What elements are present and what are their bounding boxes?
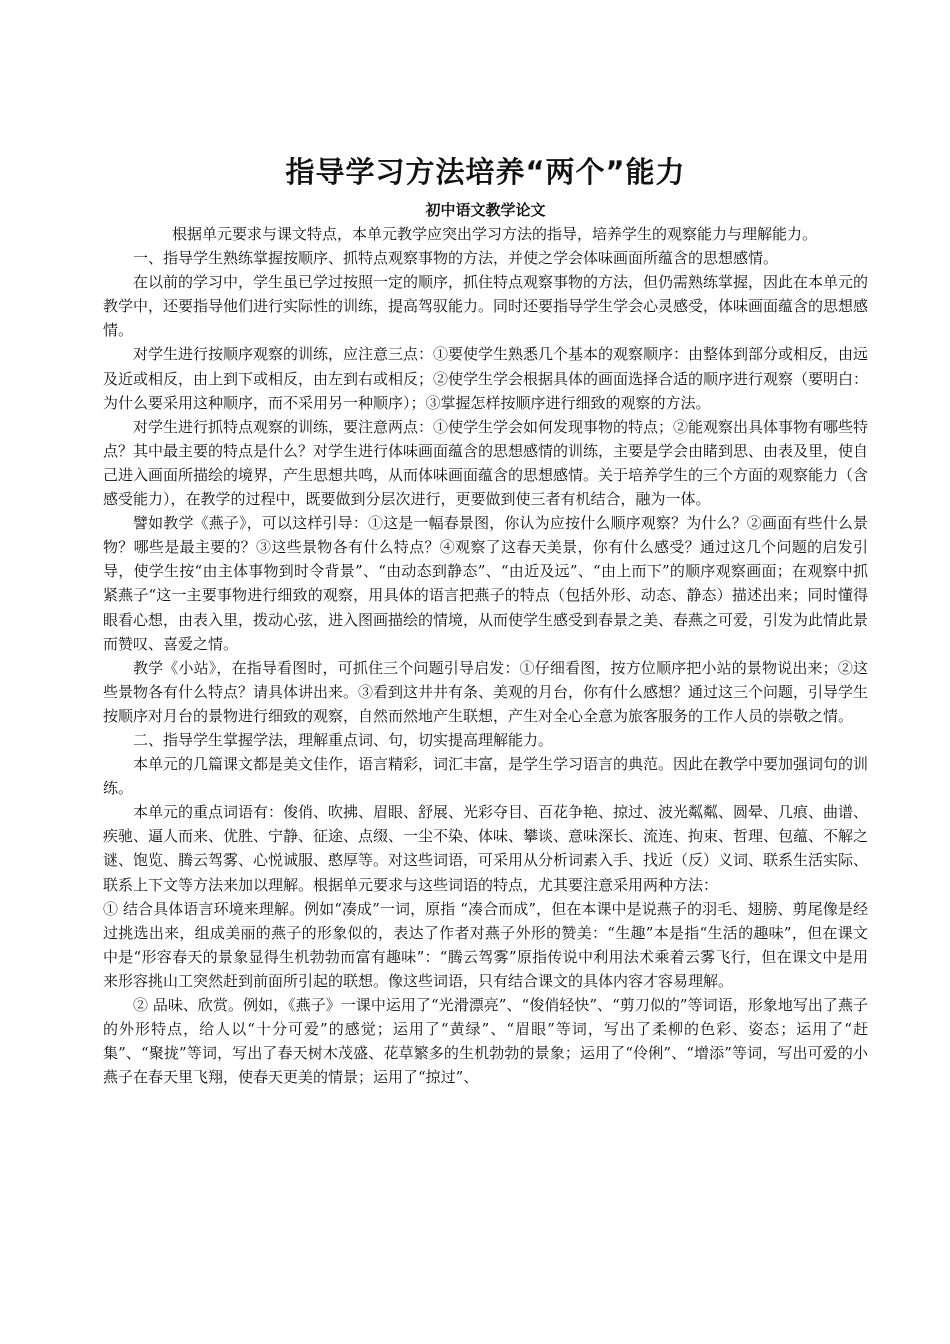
paragraph: ① 结合具体语言环境来理解。例如“凑成”一词，原指 “凑合而成”，但在本课中是说燕子的羽毛、翅膀、剪尾像是经过挑选出来，组成美丽的燕子的形象似的，表达了作者对燕子外形的赞美：“生趣”本是指“生活的趣味”，但在课文中是“形容春天的景象显得生机勃勃而富有趣味”：“腾云驾雾”原指传说中利用法术乘着云雾飞行，但在课文中是用来形容挑山工突然赶到前面所引起的联想。像这些词语，只有结合课文的具体内容才容易理解。 [103,899,868,990]
section-heading-2: 二、指导学生掌握学法，理解重点词、句，切实提高理解能力。 [133,730,554,749]
paragraph: 本单元的重点词语有：俊俏、吹拂、眉眼、舒展、光彩夺目、百花争艳、掠过、波光粼粼、圆晕、几痕、曲谱、疾驰、逼人而来、优胜、宁静、征途、点缀、一尘不染、体味、攀谈、意味深长、流连、拘束、哲理、包蕴、不解之谜、饱览、腾云驾雾、心悦诚服、憨厚等。对这些词语，可采用从分析词素入手、找近（反）义词、联系生活实际、联系上下文等方法来加以理解。根据单元要求与这些词语的特点，尤其要注意采用两种方法： [103,803,869,894]
section-heading-1: 一、指导学生熟练掌握按顺序、抓特点观察事物的方法，并使之学会体味画面所蕴含的思想感情。 [133,249,779,268]
paragraph: 譬如教学《燕子》，可以这样引导：①这是一幅春景图，你认为应按什么顺序观察？为什么？②画面有些什么景物？哪些是最主要的？③这些景物各有什么特点？④观察了这春天美景，你有什么感受？通过这几个问题的启发引导，使学生按“由主体事物到时令背景”、“由动态到静态”、“由近及远”、“由上而下”的顺序观察画面；在观察中抓紧燕子“这一主要事物进行细致的观察，用具体的语言把燕子的特点（包括外形、动态、静态）描述出来；同时懂得眼看心想，由表入里，拨动心弦，进入图画描绘的情境，从而使学生感受到春景之美、春燕之可爱，引发为此情此景而赞叹、喜爱之情。 [103,514,869,653]
paragraph: ② 品味、欣赏。例如，《燕子》一课中运用了“光滑漂亮”、“俊俏轻快”、“剪刀似的”等词语，形象地写出了燕子的外形特点，给人以“十分可爱”的感觉；运用了“黄绿”、“眉眼”等词，写出了柔柳的色彩、姿态；运用了“赶集”、“聚拢”等词，写出了春天树木茂盛、花草繁多的生机勃勃的景象；运用了“伶俐”、“增添”等词，写出可爱的小燕子在春天里飞翔，使春天更美的情景；运用了“掠过”、 [103,996,868,1087]
document-title: 指导学习方法培养“两个”能力 [285,155,686,189]
document-page [103,150,868,1089]
paragraph: 根据单元要求与课文特点，本单元教学应突出学习方法的指导，培养学生的观察能力与理解能力。 [172,225,818,243]
paragraph: 在以前的学习中，学生虽已学过按照一定的顺序，抓住特点观察事物的方法，但仍需熟练掌握，因此在本单元的教学中，还要指导他们进行实际性的训练，提高驾驭能力。同时还要指导学生学会心灵感受，体味画面蕴含的思想感情。 [103,273,869,340]
paragraph: 教学《小站》，在指导看图时，可抓住三个问题引导启发：①仔细看图，按方位顺序把小站的景物说出来；②这些景物各有什么特点？请具体讲出来。③看到这井井有条、美观的月台，你有什么感想？通过这三个问题，引导学生按顺序对月台的景物进行细致的观察，自然而然地产生联想，产生对全心全意为旅客服务的工作人员的崇敬之情。 [103,658,869,725]
paragraph: 对学生进行抓特点观察的训练，要注意两点：①使学生学会如何发现事物的特点；②能观察出具体事物有哪些特点？其中最主要的特点是什么？对学生进行体味画面蕴含的思想感情的训练，主要是学会由睹到思、由表及里，使自己进入画面所描绘的境界，产生思想共鸣，从而体味画面蕴含的思想感情。关于培养学生的三个方面的观察能力（含感受能力），在教学的过程中，既要做到分层次进行，更要做到使三者有机结合，融为一体。 [103,417,869,509]
document-subtitle: 初中语文教学论文 [425,201,546,219]
paragraph: 对学生进行按顺序观察的训练，应注意三点：①要使学生熟悉几个基本的观察顺序：由整体到部分或相反，由远及近或相反，由上到下或相反，由左到右或相反；②使学生学会根据具体的画面选择合适的顺序进行观察（要明白：为什么要采用这种顺序，而不采用另一种顺序）；③掌握怎样按顺序进行细致的观察的方法。 [103,345,869,412]
paragraph: 本单元的几篇课文都是美文佳作，语言精彩，词汇丰富，是学生学习语言的典范。因此在教学中要加强词句的训练。 [103,755,869,798]
document-body [103,222,868,1089]
